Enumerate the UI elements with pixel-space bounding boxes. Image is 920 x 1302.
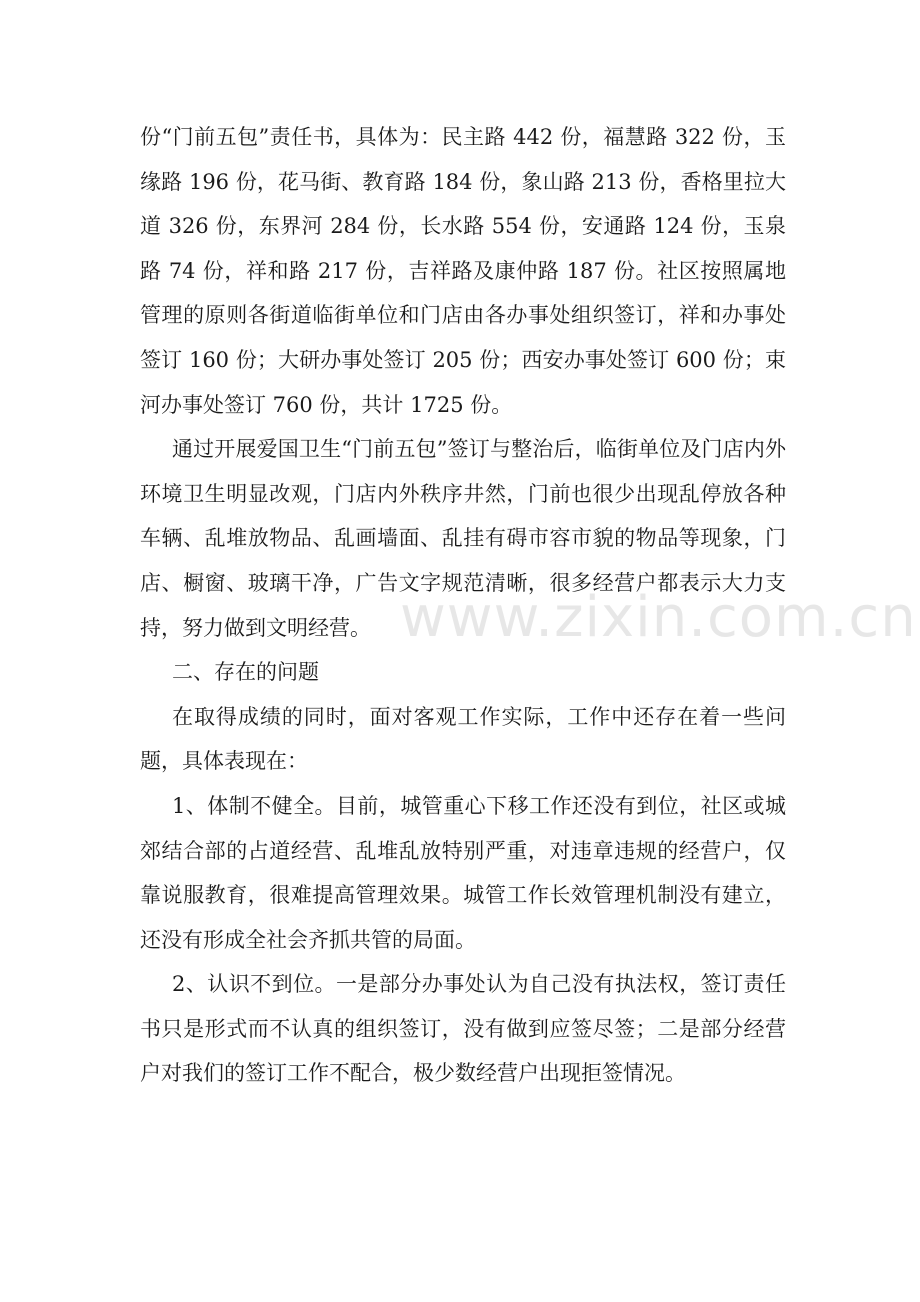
paragraph-continuation: 份“门前五包”责任书，具体为：民主路 442 份，福慧路 322 份，玉缘路 196 份，花马街、教育路 184 份，象山路 213 份，香格里拉大道 326 份，东界河 284 份，长水路 554 份，安通路 124 份，玉泉路 74 份，祥和路 217 份，吉祥路及康仲路 187 份。社区按照属地管理的原则各街道临街单位和门店由各办事处组织签订，祥和办事处签订 160 份；大研办事处签订 205 份；西安办事处签订 600 份；束河办事处签订 760 份，共计 1725 份。 (140, 125, 786, 417)
paragraph-problem-1: 1、体制不健全。目前，城管重心下移工作还没有到位，社区或城郊结合部的占道经营、乱堆乱放特别严重，对违章违规的经营户，仅靠说服教育，很难提高管理效果。城管工作长效管理机制没有建立，还没有形成全社会齐抓共管的局面。 (140, 793, 786, 952)
watermark-text: www.zixin.com.cn (400, 585, 917, 650)
paragraph-results: 通过开展爱国卫生“门前五包”签订与整治后，临街单位及门店内外环境卫生明显改观，门店内外秩序井然，门前也很少出现乱停放各种车辆、乱堆放物品、乱画墙面、乱挂有碍市容市貌的物品等现象，门店、橱窗、玻璃干净，广告文字规范清晰，很多经营户都表示大力支持，努力做到文明经营。 (140, 437, 786, 640)
section-heading-problems: 二、存在的问题 (172, 660, 319, 685)
document-body (140, 115, 786, 1096)
paragraph-problems-intro: 在取得成绩的同时，面对客观工作实际，工作中还存在着一些问题，具体表现在： (140, 704, 786, 774)
paragraph-problem-2: 2、认识不到位。一是部分办事处认为自己没有执法权，签订责任书只是形式而不认真的组织签订，没有做到应签尽签；二是部分经营户对我们的签订工作不配合，极少数经营户出现拒签情况。 (140, 972, 786, 1086)
